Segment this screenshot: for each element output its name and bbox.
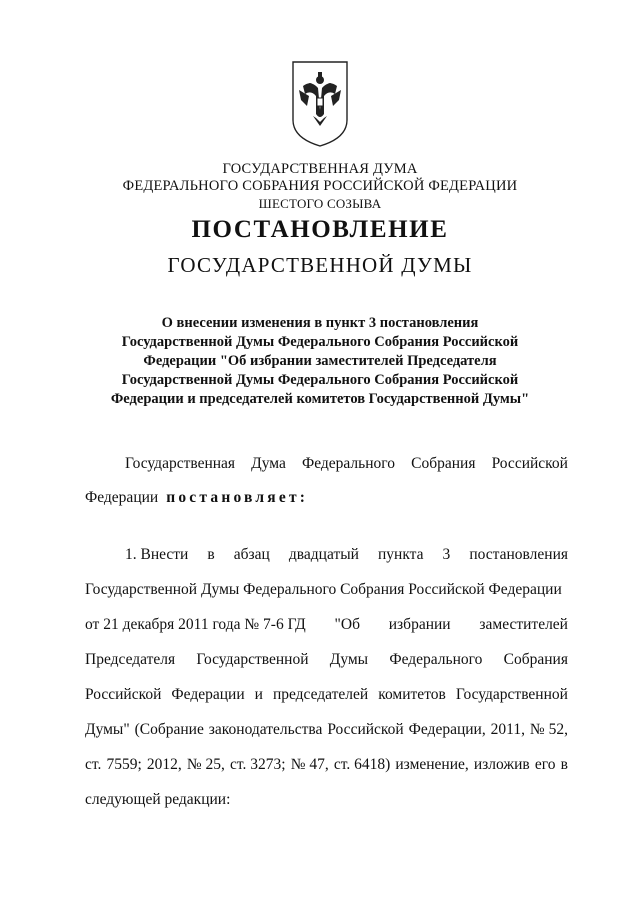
subject-line: Государственной Думы Федерального Собрания Российской [121,334,519,350]
word: № 25, [186,756,225,773]
word: Федерации, [408,721,486,738]
word: 2011, [490,721,525,738]
word: и [254,686,263,703]
word: Федерации [85,489,159,506]
word: Федерации [171,686,245,703]
word: Государственной [196,651,309,668]
word: № 47, [290,756,329,773]
word: постановления [469,546,568,563]
word: Дума [251,455,286,472]
document-title: ПОСТАНОВЛЕНИЕ [191,216,449,243]
word: 2012, [146,756,182,773]
word: председателей [272,686,369,703]
item1-line-6 [85,721,568,739]
decree-keyword: постановляет: [166,489,309,506]
word: Собрания [411,455,476,472]
coat-of-arms-icon [291,60,349,148]
word: комитетов [378,686,446,703]
word: (Собрание [134,721,204,738]
word: 3 [442,546,451,563]
word: Российской [491,455,568,472]
word: двадцатый [288,546,359,563]
preamble-line-1 [125,455,568,473]
item1-line-5 [85,686,568,704]
header-line-3: ШЕСТОГО СОЗЫВА [258,196,382,211]
item1-line-2: Государственной Думы Федерального Собрания Российской Федерации [85,581,562,598]
word: Думы [329,651,369,668]
document-subtitle: ГОСУДАРСТВЕННОЙ ДУМЫ [167,253,473,277]
header-line-1: ГОСУДАРСТВЕННАЯ ДУМА [222,161,418,177]
word: от 21 декабря 2011 года № 7-6 ГД [85,616,306,633]
word: 1. Внести [125,546,189,563]
word: его [534,756,556,773]
word: Собрания [503,651,568,668]
word: в [560,756,568,773]
preamble-line-2 [85,489,568,507]
word: изложив [473,756,530,773]
word: № 52, [529,721,568,738]
item1-line-4 [85,651,568,669]
word: ст. [85,756,102,773]
word: Государственная [125,455,236,472]
word: Российской [85,686,162,703]
word: Федерального [301,455,396,472]
word: законодательства [208,721,323,738]
header-line-2: ФЕДЕРАЛЬНОГО СОБРАНИЯ РОССИЙСКОЙ ФЕДЕРАЦИИ [122,178,518,194]
word: избрании [388,616,451,633]
subject-line: Государственной Думы Федерального Собрания Российской [121,372,519,388]
word: ст. 3273; [230,756,286,773]
subject-line: Федерации "Об избрании заместителей Председателя [143,353,497,369]
word: Федерального [389,651,483,668]
word: Государственной [455,686,568,703]
item1-line-8: следующей редакции: [85,791,231,808]
word: пункта [377,546,424,563]
word: заместителей [479,616,568,633]
item1-line-7 [85,756,568,774]
item1-line-3 [85,616,568,634]
subject-line: Федерации и председателей комитетов Государственной Думы" [110,391,530,407]
word: ст. 6418) [333,756,391,773]
word: в [207,546,215,563]
word: 7559; [106,756,142,773]
word: "Об [334,616,360,633]
word: Председателя [85,651,176,668]
document-subject [0,314,640,409]
word: изменение, [395,756,469,773]
item1-line-1 [125,546,568,564]
word: абзац [233,546,270,563]
subject-line: О внесении изменения в пункт 3 постановления [161,315,479,331]
word: Думы" [85,721,130,738]
word: Российской [327,721,404,738]
